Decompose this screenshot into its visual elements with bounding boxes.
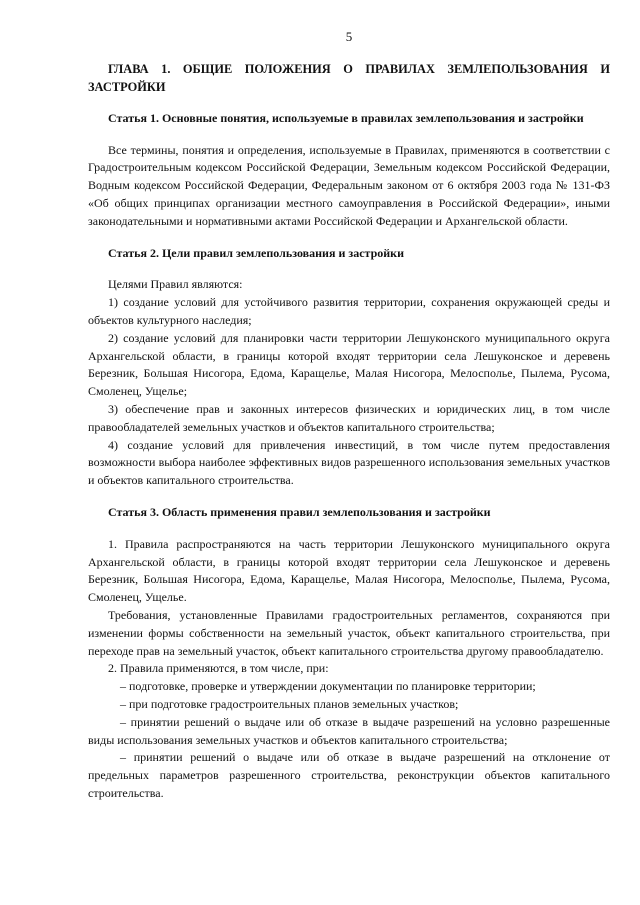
article-2-item-1: 1) создание условий для устойчивого развития территории, сохранения окружающей среды и объектов культурного наследия; [88, 295, 610, 327]
article-3-title: Статья 3. Область применения правил землепользования и застройки [108, 504, 491, 519]
article-1-text: Все термины, понятия и определения, используемые в Правилах, применяются в соответствии с Градостроительным кодексом Российской Федерации, Земельным кодексом Российской Федерации, Водным кодексом Российской Федерации, Федеральным законом от 6 октября 2003 года № 131-ФЗ «Об общих принципах организации местного самоуправления в Российской Федерации», иными законодательными и нормативными актами Российской Федерации и Архангельской области. [88, 142, 610, 228]
article-2-intro: Целями Правил являются: [108, 277, 243, 292]
article-3-para-2: Требования, установленные Правилами градостроительных регламентов, сохраняются при изменении формы собственности на земельный участок, объект капитального строительства, при переходе прав на земельный участок, объект капитального строительства другому правообладателю. [88, 607, 610, 658]
document-page [88, 28, 610, 803]
article-2-item-4: 4) создание условий для привлечения инвестиций, в том числе путем предоставления возможности выбора наиболее эффективных видов разрешенного использования земельных участков и объектов капитального строительства. [88, 437, 610, 488]
chapter-title: ГЛАВА 1. ОБЩИЕ ПОЛОЖЕНИЯ О ПРАВИЛАХ ЗЕМЛЕПОЛЬЗОВАНИЯ И ЗАСТРОЙКИ [88, 61, 610, 94]
article-3-dash-item-1: – подготовке, проверке и утверждении документации по планировке территории; [120, 679, 536, 694]
article-3-dash-item-2: – при подготовке градостроительных планов земельных участков; [120, 696, 459, 711]
article-1-title: Статья 1. Основные понятия, используемые в правилах землепользования и застройки [108, 110, 584, 125]
article-3-para-1: 1. Правила распространяются на часть территории Лешуконского муниципального округа Архангельской области, в границы которой входят территории села Лешуконское и деревень Березник, Большая Нисогора, Едома, Каращелье, Малая Нисогора, Мелосполье, Пылема, Русома, Смоленец, Ущелье. [88, 536, 610, 605]
article-2-title: Статья 2. Цели правил землепользования и застройки [108, 245, 404, 260]
article-2-item-3: 3) обеспечение прав и законных интересов физических и юридических лиц, в том числе правообладателей земельных участков и объектов капитального строительства; [88, 401, 610, 434]
article-3-para-3: 2. Правила применяются, в том числе, при: [108, 661, 329, 676]
article-3-dash-item-3: – принятии решений о выдаче или об отказе в выдаче разрешений на условно разрешенные виды использования земельных участков и объектов капитального строительства; [88, 714, 610, 747]
article-2-item-2: 2) создание условий для планировки части территории Лешуконского муниципального округа Архангельской области, в границы которой входят территории села Лешуконское и деревень Березник, Большая Нисогора, Едома, Каращелье, Малая Нисогора, Мелосполье, Пылема, Русома, Смоленец, Ущелье; [88, 330, 610, 399]
article-3-dash-item-4: – принятии решений о выдаче или об отказе в выдаче разрешений на отклонение от предельных параметров разрешенного строительства, реконструкции объектов капитального строительства. [88, 750, 610, 800]
page-number: 5 [345, 29, 353, 44]
